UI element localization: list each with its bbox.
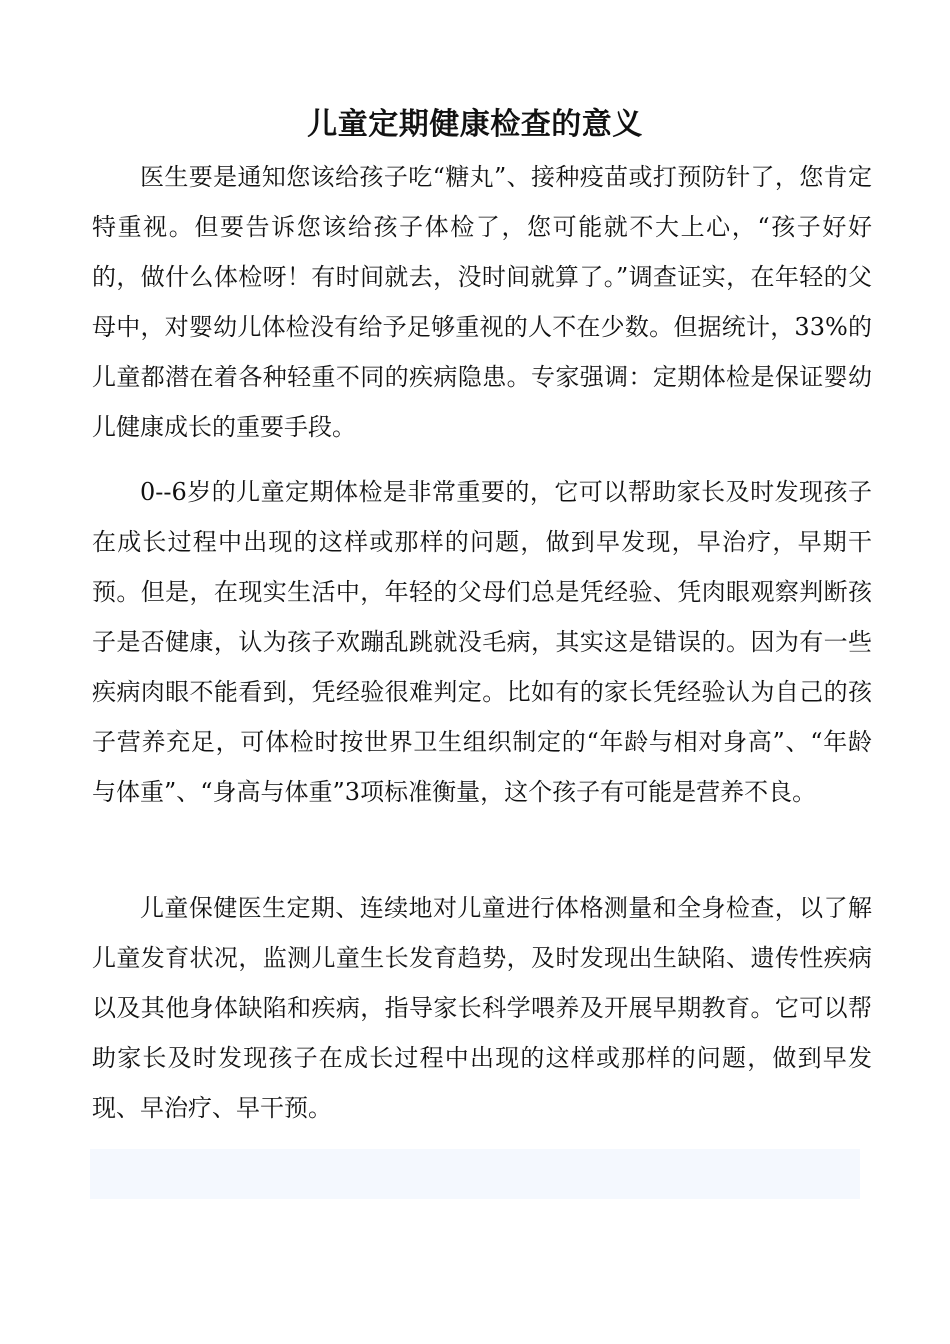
paragraph-intro: 医生要是通知您该给孩子吃“糖丸”、接种疫苗或打预防针了，您肯定特重视。但要告诉您该给孩子体检了，您可能就不大上心，“孩子好好的，做什么体检呀！有时间就去，没时间就算了。”调查证实，在年轻的父母中，对婴幼儿体检没有给予足够重视的人不在少数。但据统计，33%的儿童都潜在着各种轻重不同的疾病隐患。专家强调：定期体检是保证婴幼儿健康成长的重要手段。 xyxy=(92,163,872,441)
paragraph-checkup-importance: 0--6岁的儿童定期体检是非常重要的，它可以帮助家长及时发现孩子在成长过程中出现的这样或那样的问题，做到早发现，早治疗，早期干预。但是，在现实生活中，年轻的父母们总是凭经验、凭肉眼观察判断孩子是否健康，认为孩子欢蹦乱跳就没毛病，其实这是错误的。因为有一些疾病肉眼不能看到，凭经验很难判定。比如有的家长凭经验认为自己的孩子营养充足，可体检时按世界卫生组织制定的“年龄与相对身高”、“年龄与体重”、“身高与体重”3项标准衡量，这个孩子有可能是营养不良。 xyxy=(92,478,872,806)
paragraph-doctor-role: 儿童保健医生定期、连续地对儿童进行体格测量和全身检查，以了解儿童发育状况，监测儿童生长发育趋势，及时发现出生缺陷、遗传性疾病以及其他身体缺陷和疾病，指导家长科学喂养及开展早期教育。它可以帮助家长及时发现孩子在成长过程中出现的这样或那样的问题，做到早发现、早治疗、早干预。 xyxy=(92,894,872,1122)
document-title: 儿童定期健康检查的意义 xyxy=(307,107,643,142)
blank-highlight-box xyxy=(90,1149,860,1199)
